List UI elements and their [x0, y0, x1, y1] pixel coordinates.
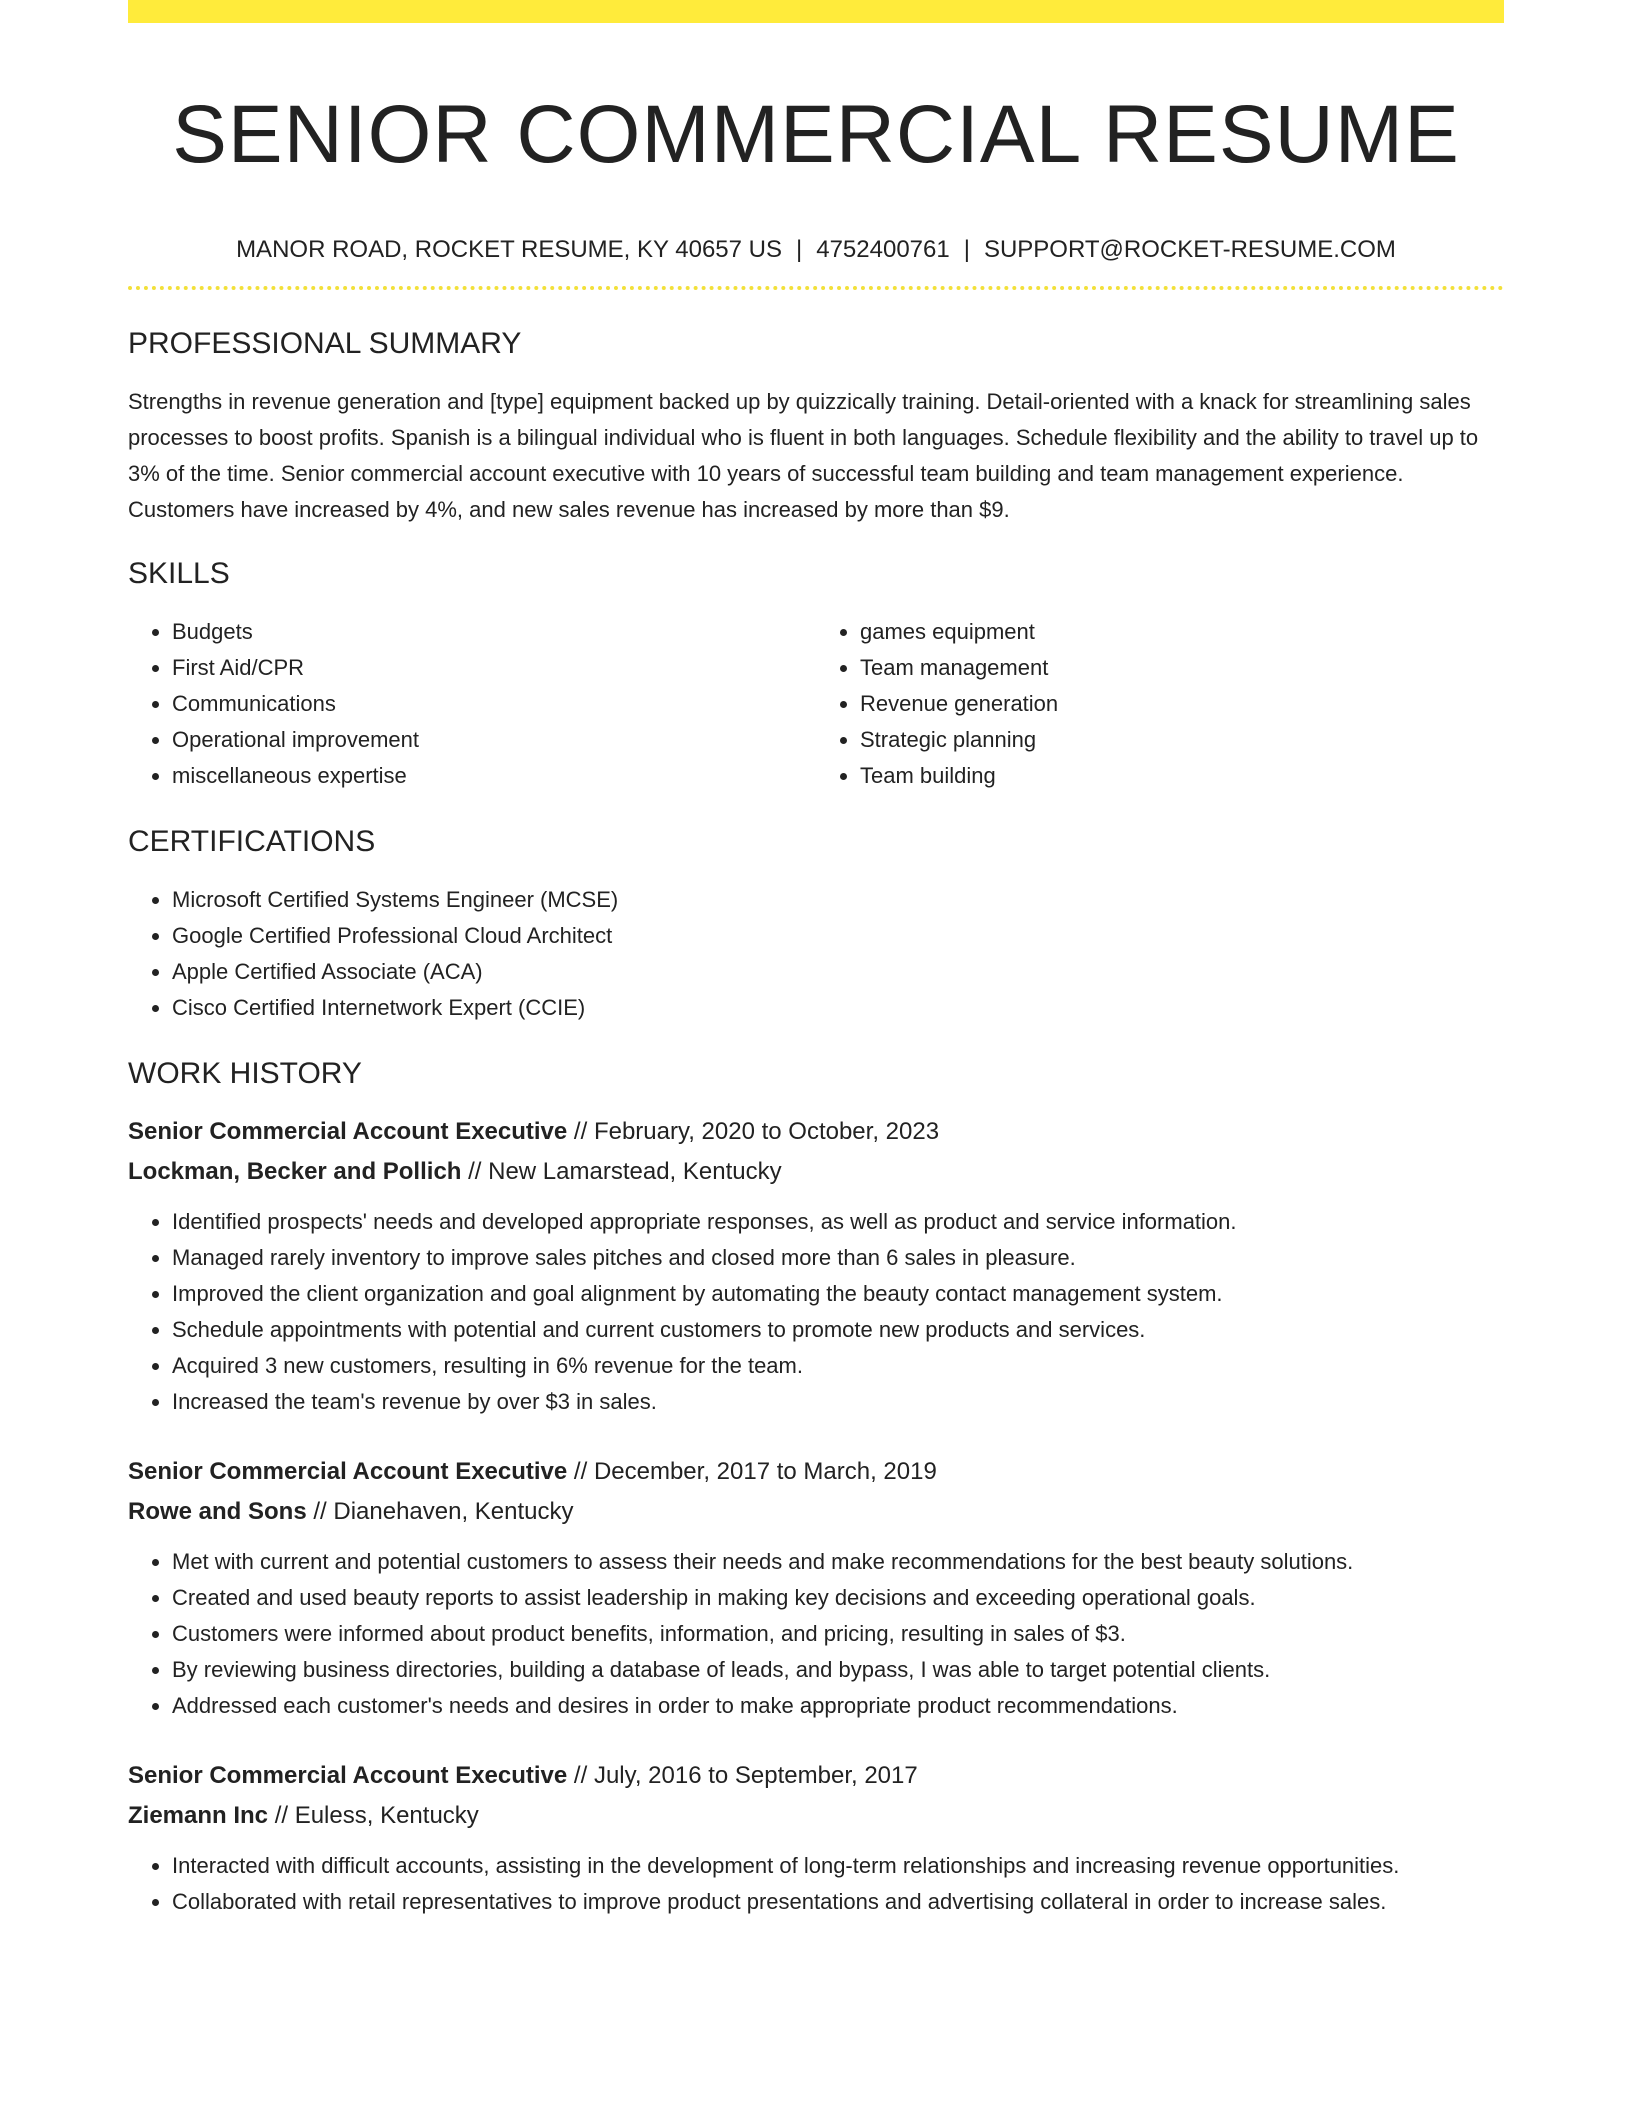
- certifications-list: [128, 882, 1504, 1026]
- separator: |: [963, 236, 970, 263]
- certification-item: • Google Certified Professional Cloud Architect: [172, 918, 1504, 954]
- contact-line: [128, 234, 1504, 266]
- job-location: // Dianehaven, Kentucky: [306, 1498, 574, 1525]
- skills-right-list: [816, 614, 1504, 794]
- job-bullet: • Improved the client organization and goal alignment by automating the beauty contact management system.: [172, 1276, 1504, 1312]
- skill-item: • games equipment: [860, 614, 1504, 650]
- job-bullet: • Schedule appointments with potential and current customers to promote new products and services.: [172, 1312, 1504, 1348]
- job-bullet: • Identified prospects' needs and developed appropriate responses, as well as product and service information.: [172, 1204, 1504, 1240]
- job-bullets: [128, 1848, 1504, 1920]
- job-company-line: [128, 1796, 1504, 1836]
- work-history-heading: WORK HISTORY: [128, 1057, 362, 1090]
- company-name: Lockman, Becker and Pollich: [128, 1158, 462, 1185]
- dotted-divider: [128, 286, 1504, 290]
- job-bullet: • Interacted with difficult accounts, assisting in the development of long-term relationships and increasing revenue opportunities.: [172, 1848, 1504, 1884]
- summary-text: Strengths in revenue generation and [type] equipment backed up by quizzically training. Detail-oriented with a knack for streamlining sales processes to boost profits. Spanish is a bilingual individual who is fluent in both languages. Schedule flexibility and the ability to travel up to 3% of the time. Senior commercial account executive with 10 years of successful team building and team management experience. Customers have increased by 4%, and new sales revenue has increased by more than $9.: [128, 389, 1479, 522]
- skill-item: • Strategic planning: [860, 722, 1504, 758]
- summary-section: [128, 324, 1504, 528]
- job-company-line: [128, 1492, 1504, 1532]
- job-title-line: [128, 1112, 1504, 1152]
- skills-grid: [128, 614, 1504, 794]
- address: MANOR ROAD, ROCKET RESUME, KY 40657 US: [236, 236, 782, 263]
- job-dates: // December, 2017 to March, 2019: [567, 1458, 937, 1485]
- job-bullets: [128, 1204, 1504, 1420]
- resume-title: SENIOR COMMERCIAL RESUME: [172, 89, 1460, 180]
- job-location: // New Lamarstead, Kentucky: [461, 1158, 782, 1185]
- job-title-line: [128, 1452, 1504, 1492]
- job-dates: // February, 2020 to October, 2023: [567, 1118, 940, 1145]
- skill-item: • Operational improvement: [172, 722, 816, 758]
- job-bullet: • Collaborated with retail representatives to improve product presentations and advertising collateral in order to increase sales.: [172, 1884, 1504, 1920]
- email: SUPPORT@ROCKET-RESUME.COM: [983, 236, 1396, 263]
- job-bullet: • Created and used beauty reports to assist leadership in making key decisions and exceeding operational goals.: [172, 1580, 1504, 1616]
- phone: 4752400761: [816, 236, 950, 263]
- job-bullet: • Increased the team's revenue by over $3 in sales.: [172, 1384, 1504, 1420]
- skill-item: • Team building: [860, 758, 1504, 794]
- skills-section: [128, 554, 1504, 794]
- resume-page: [128, 0, 1504, 1920]
- job-bullet: • Acquired 3 new customers, resulting in 6% revenue for the team.: [172, 1348, 1504, 1384]
- job-title: Senior Commercial Account Executive: [128, 1458, 568, 1485]
- separator: |: [796, 236, 803, 263]
- skills-heading: SKILLS: [128, 557, 230, 590]
- job-company-line: [128, 1152, 1504, 1192]
- accent-bar: [128, 0, 1504, 23]
- certification-item: • Microsoft Certified Systems Engineer (MCSE): [172, 882, 1504, 918]
- job-entry: [128, 1452, 1504, 1724]
- job-location: // Euless, Kentucky: [268, 1802, 479, 1829]
- skills-left-list: [128, 614, 816, 794]
- skill-item: • Revenue generation: [860, 686, 1504, 722]
- skill-item: • Team management: [860, 650, 1504, 686]
- certifications-section: [128, 822, 1504, 1026]
- work-history-section: [128, 1054, 1504, 1920]
- company-name: Rowe and Sons: [128, 1498, 307, 1525]
- job-dates: // July, 2016 to September, 2017: [567, 1762, 918, 1789]
- certification-item: • Apple Certified Associate (ACA): [172, 954, 1504, 990]
- job-entry: [128, 1756, 1504, 1920]
- job-title-line: [128, 1756, 1504, 1796]
- certifications-heading: CERTIFICATIONS: [128, 825, 376, 858]
- skill-item: • miscellaneous expertise: [172, 758, 816, 794]
- job-bullets: [128, 1544, 1504, 1724]
- summary-heading: PROFESSIONAL SUMMARY: [128, 327, 522, 360]
- job-bullet: • Met with current and potential customers to assess their needs and make recommendations for the best beauty solutions.: [172, 1544, 1504, 1580]
- job-bullet: • By reviewing business directories, building a database of leads, and bypass, I was able to target potential clients.: [172, 1652, 1504, 1688]
- skill-item: • Budgets: [172, 614, 816, 650]
- job-bullet: • Addressed each customer's needs and desires in order to make appropriate product recommendations.: [172, 1688, 1504, 1724]
- company-name: Ziemann Inc: [128, 1802, 269, 1829]
- job-entry: [128, 1112, 1504, 1420]
- job-bullet: • Managed rarely inventory to improve sales pitches and closed more than 6 sales in pleasure.: [172, 1240, 1504, 1276]
- skill-item: • Communications: [172, 686, 816, 722]
- skill-item: • First Aid/CPR: [172, 650, 816, 686]
- job-title: Senior Commercial Account Executive: [128, 1118, 568, 1145]
- certification-item: • Cisco Certified Internetwork Expert (CCIE): [172, 990, 1504, 1026]
- job-title: Senior Commercial Account Executive: [128, 1762, 568, 1789]
- job-bullet: • Customers were informed about product benefits, information, and pricing, resulting in sales of $3.: [172, 1616, 1504, 1652]
